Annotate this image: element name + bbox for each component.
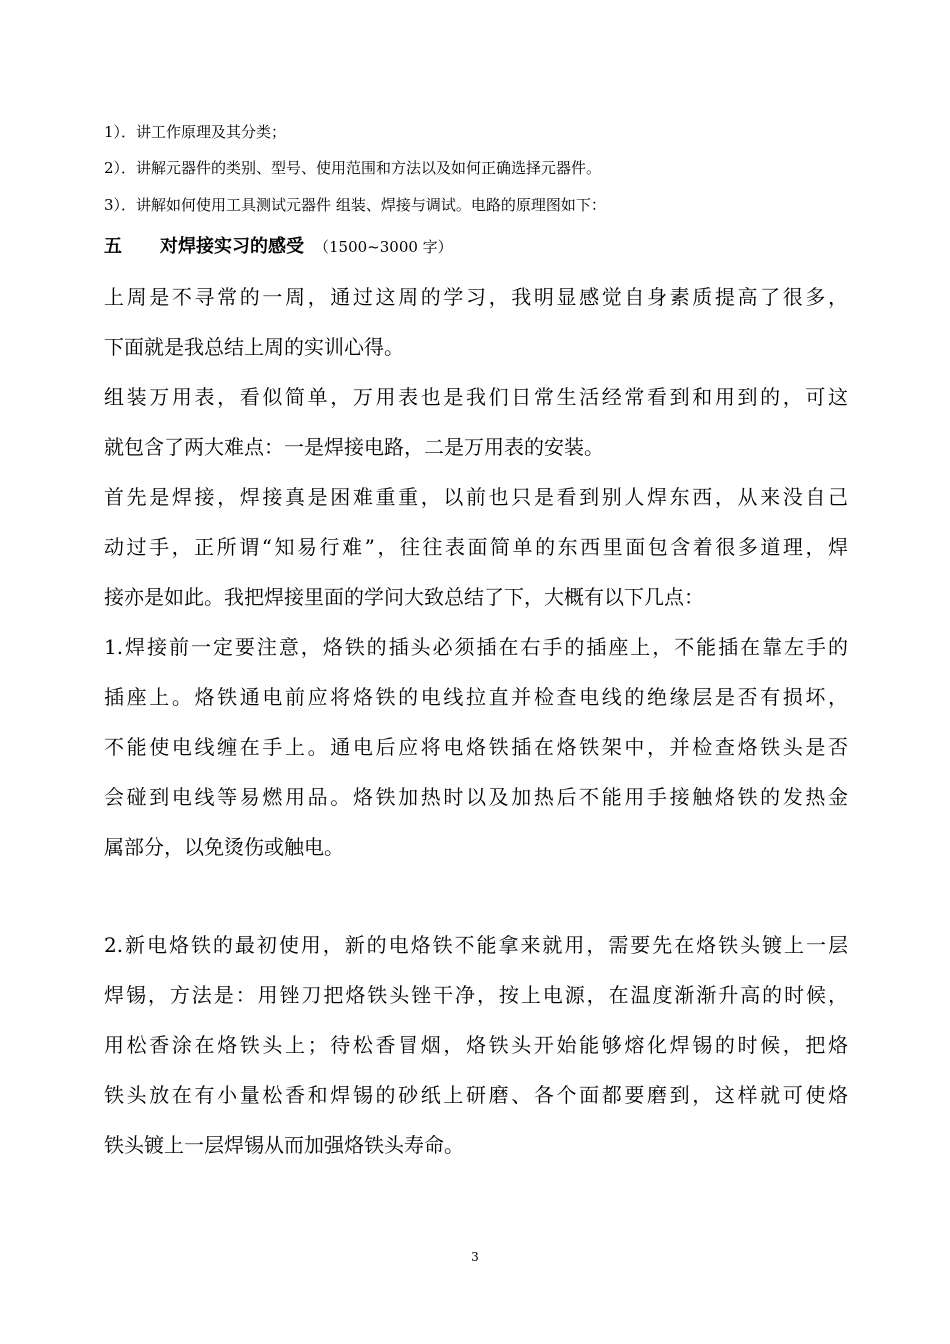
paragraph-line: 组装万用表，看似简单，万用表也是我们日常生活经常看到和用到的，可这 <box>104 385 848 409</box>
section-number: 五 <box>104 236 122 257</box>
paragraph-line: 接亦是如此。我把焊接里面的学问大致总结了下，大概有以下几点： <box>104 585 704 609</box>
list-item: 3）．讲解如何使用工具测试元器件 组装、焊接与调试。电路的原理图如下： <box>104 196 606 214</box>
paragraph-line: 铁头放在有小量松香和焊锡的砂纸上研磨、各个面都要磨到，这样就可使烙 <box>104 1083 848 1107</box>
list-item: 1）．讲工作原理及其分类； <box>104 123 287 141</box>
paragraph-line: 不能使电线缠在手上。通电后应将电烙铁插在烙铁架中，并检查烙铁头是否 <box>104 735 848 759</box>
paragraph-line: 用松香涂在烙铁头上；待松香冒烟，烙铁头开始能够熔化焊锡的时候，把烙 <box>104 1033 848 1057</box>
list-item: 2）．讲解元器件的类别、型号、使用范围和方法以及如何正确选择元器件。 <box>104 159 602 177</box>
section-heading <box>104 234 453 260</box>
paragraph-line: 上周是不寻常的一周，通过这周的学习，我明显感觉自身素质提高了很多， <box>104 285 848 309</box>
paragraph-line: 会碰到电线等易燃用品。烙铁加热时以及加热后不能用手接触烙铁的发热金 <box>104 785 848 809</box>
section-length-note: （1500~3000 字） <box>314 238 453 256</box>
paragraph-line: 铁头镀上一层焊锡从而加强烙铁头寿命。 <box>104 1133 464 1157</box>
paragraph-line: 动过手，正所谓“知易行难”，往往表面简单的东西里面包含着很多道理，焊 <box>104 535 848 559</box>
paragraph-line: 2.新电烙铁的最初使用，新的电烙铁不能拿来就用，需要先在烙铁头镀上一层 <box>104 933 848 957</box>
paragraph-line: 就包含了两大难点：一是焊接电路，二是万用表的安装。 <box>104 435 604 459</box>
paragraph-line: 属部分，以免烫伤或触电。 <box>104 835 344 859</box>
paragraph-line: 插座上。烙铁通电前应将烙铁的电线拉直并检查电线的绝缘层是否有损坏， <box>104 685 848 709</box>
page-number: 3 <box>471 1250 479 1264</box>
paragraph-line: 焊锡，方法是：用锉刀把烙铁头锉干净，按上电源，在温度渐渐升高的时候， <box>104 983 848 1007</box>
paragraph-line: 1.焊接前一定要注意，烙铁的插头必须插在右手的插座上，不能插在靠左手的 <box>104 635 848 659</box>
paragraph-line: 首先是焊接，焊接真是困难重重，以前也只是看到别人焊东西，从来没自己 <box>104 485 848 509</box>
paragraph-line: 下面就是我总结上周的实训心得。 <box>104 335 404 359</box>
section-title: 对焊接实习的感受 <box>160 236 304 257</box>
